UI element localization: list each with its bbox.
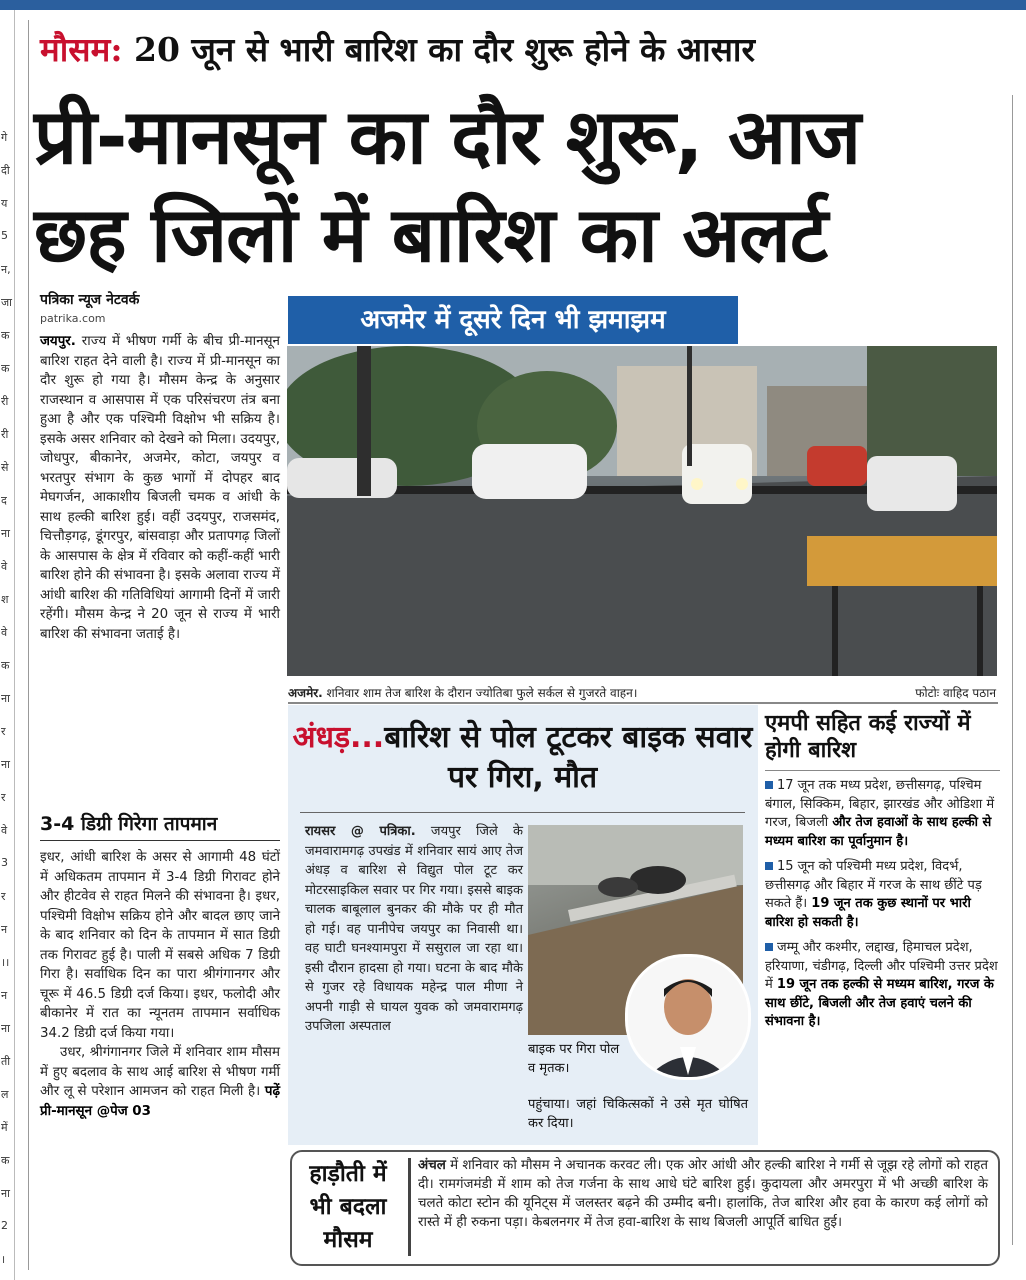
sidebar-bullet-3-text: जम्मू और कश्मीर, लद्दाख, हिमाचल प्रदेश, हरियाणा, चंडीगढ़, दिल्ली और पश्चिमी उत्तर प्रदेश में xyxy=(765,940,998,992)
adjacent-column-fragment: र xyxy=(1,725,6,738)
victim-portrait xyxy=(625,954,751,1080)
adjacent-column-fragment: वे xyxy=(1,626,8,639)
adjacent-column-fragment: ना xyxy=(1,1022,10,1035)
photo-caption xyxy=(288,684,998,701)
adjacent-column-fragment: री xyxy=(1,395,9,408)
column-rule-left xyxy=(28,20,29,1270)
adjacent-column-fragment: जा xyxy=(1,296,13,309)
adjacent-column-fragment: री xyxy=(1,428,9,441)
sidebar-bullet-1-bold: और तेज हवाओं के साथ हल्की से मध्यम बारिश का पूर्वानुमान है। xyxy=(765,815,992,849)
byline: पत्रिका न्यूज नेटवर्क xyxy=(40,292,140,308)
main-story-part-2 xyxy=(40,848,280,1121)
kicker-separator: : xyxy=(110,30,123,69)
accident-headline-rest: बारिश से पोल टूटकर बाइक सवार पर गिरा, मौत xyxy=(384,720,753,795)
main-dateline: जयपुर. xyxy=(40,334,76,349)
adjacent-column-fragment: 5 xyxy=(1,229,8,242)
adjacent-column-fragment: श xyxy=(1,593,9,606)
sidebar-bullet-2-bold: 19 जून तक कुछ स्थानों पर भारी बारिश हो सकती है। xyxy=(765,896,971,930)
caption-place: अजमेर. xyxy=(288,686,323,700)
sidebar-rule xyxy=(765,770,1000,771)
hadoti-body xyxy=(418,1156,988,1232)
hadoti-text: में शनिवार को मौसम ने अचानक करवट ली। एक ओर आंधी और हल्की बारिश ने गर्मी से जूझ रहे लोगों को राहत दी। रामगंजमंडी में शाम को तेज गर्जना के साथ आधे घंटे बारिश हुई। कुदायला और अमरपुरा में भी अच्छी बारिश के चलते कोटा स्टोन की यूनिट्स में जलस्तर बढ़ने की उम्मीद बनी। हालांकि, तेज बारिश और हवा के कारण कई लोगों को रास्ते में ही रुकना पड़ा। केबलनगर में तेज हवा-बारिश के साथ बिजली आपूर्ति बाधित हुई। xyxy=(418,1158,988,1230)
bullet-square-icon xyxy=(765,781,773,789)
caption-text: शनिवार शाम तेज बारिश के दौरान ज्योतिबा फुले सर्कल से गुजरते वाहन। xyxy=(326,686,638,700)
photo-credit: फोटोः वाहिद पठान xyxy=(915,686,996,700)
adjacent-column-fragment: ती xyxy=(1,1055,11,1068)
adjacent-column-fragment: न xyxy=(1,989,8,1002)
sidebar-bullet-3 xyxy=(765,939,1000,1032)
inset-caption: बाइक पर गिरा पोल व मृतक। xyxy=(528,1042,620,1076)
sidebar-heading: एमपी सहित कई राज्यों में होगी बारिश xyxy=(765,711,971,763)
person-avatar-icon xyxy=(628,957,748,1077)
kicker-text: 20 जून से भारी बारिश का दौर शुरू होने के आसार xyxy=(134,30,755,69)
photo-tag: अजमेर में दूसरे दिन भी झमाझम xyxy=(288,296,738,344)
adjacent-column-fragment: र xyxy=(1,791,6,804)
sidebar-bullet-1-text: 17 जून तक मध्य प्रदेश, छत्तीसगढ़, पश्चिम बंगाल, सिक्किम, बिहार, झारखंड और ओडिशा में गरज, बिजली xyxy=(765,778,995,830)
sidebar-states-rain xyxy=(765,710,1000,1039)
accident-dateline: रायसर @ पत्रिका. xyxy=(305,824,416,839)
main-story-part-1 xyxy=(40,332,280,644)
adjacent-column-fragment: क xyxy=(1,362,10,375)
sidebar-bullet-1 xyxy=(765,777,1000,851)
adjacent-column-fragment: से xyxy=(1,461,9,474)
hadoti-divider xyxy=(408,1158,411,1256)
adjacent-column-fragment: गे xyxy=(1,131,8,144)
accident-text: जयपुर जिले के जमवारामगढ़ उपखंड में शनिवार सायं आए तेज अंधड़ व बारिश से विद्युत पोल टूट कर मोटरसाइकिल सवार पर गिर गया। इससे बाइक चालक बाबूलाल बुनकर की मौके पर ही मौत हो गई। वह पानीपेच जयपुर का निवासी था। वह घाटी घनश्यामपुरा में ससुराल जा रहा था। इसी दौरान हादसा हो गया। घटना के बाद मौके से गुजर रहे विधायक महेन्द्र पाल मीणा ने अपनी गाड़ी से घायल युवक को जमवारामगढ़ उपजिला अस्पताल xyxy=(305,824,523,1034)
adjacent-column-fragment: ना xyxy=(1,1187,10,1200)
adjacent-column-strip xyxy=(0,10,15,1280)
adjacent-column-fragment: य xyxy=(1,197,8,210)
headline-line-2: छह जिलों में बारिश का अलर्ट xyxy=(34,190,828,279)
accident-headline-red: अंधड़... xyxy=(292,720,385,755)
adjacent-column-fragment: 3 xyxy=(1,856,8,869)
top-color-bar xyxy=(0,0,1026,10)
column-rule-right xyxy=(1012,95,1013,1245)
hadoti-lead: अंचल xyxy=(418,1158,446,1173)
adjacent-column-fragment: वे xyxy=(1,560,8,573)
adjacent-column-fragment: ना xyxy=(1,692,10,705)
adjacent-column-fragment: ।। xyxy=(1,956,10,969)
main-paragraph-2: इधर, आंधी बारिश के असर से आगामी 48 घंटों में अधिकतम तापमान में 3-4 डिग्री गिरावट होने और हीटवेव से राहत मिलने की संभावना है। इधर, पश्चिमी विक्षोभ सक्रिय होने और बादल छाए जाने के बाद शनिवार को दिन के तापमान में सात डिग्री तक गिरावट हुई है। पाली में सबसे अधिक 7 डिग्री गिरा है। सर्वाधिक दिन का पारा श्रीगंगानगर और चूरू में 46.5 डिग्री दर्ज किया। इधर, फलोदी और बीकानेर में रात का न्यूनतम तापमान सर्वाधिक 34.2 डिग्री दर्ज किया गया। xyxy=(40,850,280,1041)
adjacent-column-fragment: क xyxy=(1,659,10,672)
headline xyxy=(34,88,1009,284)
main-paragraph-3: उधर, श्रीगंगानगर जिले में शनिवार शाम मौसम में हुए बदलाव के साथ आई बारिश से भीषण गर्मी और लू से परेशान आमजन को राहत मिली है। xyxy=(40,1045,280,1099)
adjacent-column-fragment: ल xyxy=(1,1088,9,1101)
adjacent-column-fragment: वे xyxy=(1,824,8,837)
main-paragraph-1: राज्य में भीषण गर्मी के बीच प्री-मानसून बारिश राहत देने वाली है। राज्य में प्री-मानसून का दौर शुरू हो गया है। मौसम केन्द्र के अनुसार राजस्थान व आसपास में एक परिसंचरण तंत्र बना हुआ है और एक पश्चिमी विक्षोभ भी सक्रिय है। इसके असर शनिवार को देखने को मिला। उदयपुर, जोधपुर, बीकानेर, अजमेर, कोटा, जयपुर व भरतपुर संभाग के कुछ भागों में दोपहर बाद मेघगर्जन, आकाशीय बिजली चमक व आंधी के साथ हल्की बारिश हुई। वहीं उदयपुर, राजसमंद, चित्तौड़गढ़, डूंगरपुर, बांसवाड़ा और प्रतापगढ़ जिलों के आसपास के क्षेत्र में रविवार को कहीं-कहीं भारी बारिश होने की संभावना है। इसके अलावा राज्य में आंधी बारिश की गतिविधियां आगामी दिनों में जारी रहेंगी। मौसम केन्द्र ने 20 जून से राज्य में भारी बारिश की संभावना जताई है। xyxy=(40,334,280,642)
bullet-square-icon xyxy=(765,862,773,870)
accident-story-tail: पहुंचाया। जहां चिकित्सकों ने उसे मृत घोषित कर दिया। xyxy=(528,1097,748,1131)
adjacent-column-fragment: ना xyxy=(1,527,10,540)
adjacent-column-fragment: क xyxy=(1,329,10,342)
rain-scene-illustration xyxy=(287,346,997,676)
sidebar-bullet-3-bold: 19 जून तक हल्की से मध्यम बारिश, गरज के साथ छींटे, बिजली और तेज हवाएं चलने की संभावना है। xyxy=(765,977,994,1029)
adjacent-column-fragment: र xyxy=(1,890,6,903)
rain-traffic-photo xyxy=(287,346,997,676)
accident-headline xyxy=(290,718,755,798)
kicker-label: मौसम xyxy=(40,30,111,69)
hadoti-heading: हाड़ौती में भी बदला मौसम xyxy=(309,1161,387,1253)
continued-link[interactable]: पढ़ें प्री-मानसून @पेज 03 xyxy=(40,1084,280,1119)
story-rule xyxy=(300,812,745,813)
bullet-square-icon xyxy=(765,943,773,951)
headline-line-1: प्री-मानसून का दौर शुरू, आज xyxy=(34,92,861,181)
adjacent-column-fragment: 2 xyxy=(1,1219,8,1232)
sidebar-bullet-2 xyxy=(765,858,1000,932)
adjacent-column-fragment: में xyxy=(1,1121,8,1134)
adjacent-column-fragment: न, xyxy=(1,263,11,276)
adjacent-column-fragment: क xyxy=(1,1154,10,1167)
section-divider xyxy=(288,702,998,704)
adjacent-column-fragment: ना xyxy=(1,758,10,771)
kicker xyxy=(40,26,755,71)
adjacent-column-fragment: न xyxy=(1,923,8,936)
adjacent-column-fragment: । xyxy=(1,1253,6,1266)
sidebar-bullet-2-text: 15 जून को पश्चिमी मध्य प्रदेश, विदर्भ, छत्तीसगढ़ और बिहार में गरज के साथ छींटे पड़ सकते हैं। xyxy=(765,859,982,911)
temperature-subhead: 3-4 डिग्री गिरेगा तापमान xyxy=(40,810,280,841)
adjacent-column-fragment: द xyxy=(1,494,7,507)
accident-story-body xyxy=(305,822,523,1037)
site-url: patrika.com xyxy=(40,312,106,325)
adjacent-column-fragment: दी xyxy=(1,164,10,177)
